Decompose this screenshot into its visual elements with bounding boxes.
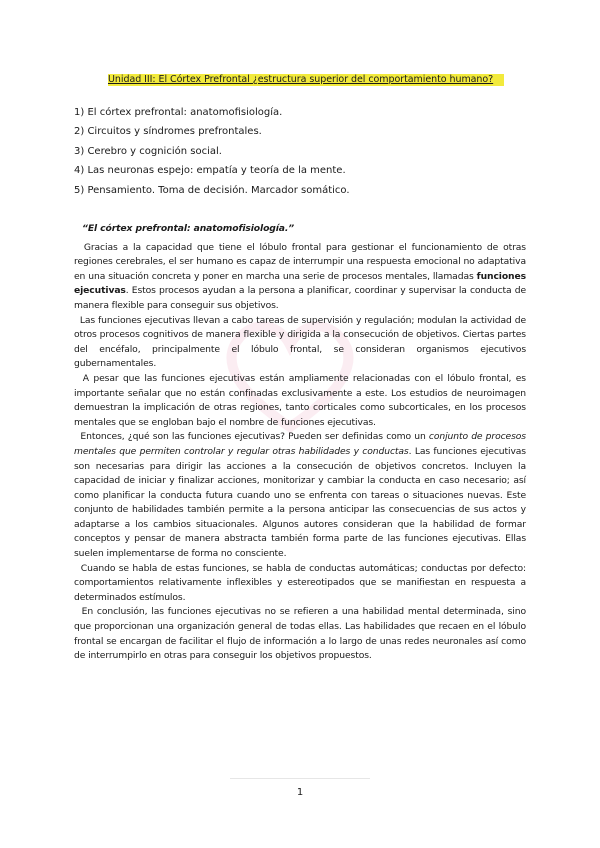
toc-item: 3) Cerebro y cognición social. [74, 145, 222, 157]
footer-divider [230, 778, 370, 779]
bold-term: funciones ejecutivas [74, 270, 526, 297]
paragraph-text: Entonces, ¿qué son las funciones ejecutivas? Pueden ser definidas como un [80, 431, 429, 443]
paragraph [74, 430, 526, 561]
document-title: Unidad III: El Córtex Prefrontal ¿estructura superior del comportamiento humano? [108, 74, 504, 86]
body-text [74, 222, 526, 664]
page-number: 1 [296, 787, 304, 798]
paragraph-text: Las funciones ejecutivas llevan a cabo tareas de supervisión y regulación; modulan la actividad de otros procesos cognitivos de manera flexible y dirigida a la consecución de objetivos. Ciertas partes del encéfalo, principalmente el lóbulo frontal, se consideran organismos ejecutivos gubernamentales. [74, 314, 526, 370]
paragraph [74, 314, 526, 372]
paragraph [74, 241, 526, 314]
section-heading: “El córtex prefrontal: anatomofisiología.” [82, 223, 295, 234]
paragraph [74, 562, 526, 606]
paragraph-text: Cuando se habla de estas funciones, se habla de conductas automáticas; conductas por defecto: comportamientos relativamente inflexibles y estereotipados que se manifiestan en respuesta a determinados estímulos. [74, 562, 526, 603]
italic-definition: conjunto de procesos mentales que permiten controlar y regular otras habilidades y conductas [74, 431, 526, 457]
toc-item: 2) Circuitos y síndromes prefrontales. [74, 126, 262, 138]
paragraph-text: Gracias a la capacidad que tiene el lóbulo frontal para gestionar el funcionamiento de otras regiones cerebrales, el ser humano es capaz de interrumpir una respuesta emocional no adaptativa en una situación concreta y poner en marcha una serie de procesos mentales, llamadas [74, 241, 526, 282]
paragraph-text: . Las funciones ejecutivas son necesarias para dirigir las acciones a la consecución de objetivos concretos. Incluyen la capacidad de iniciar y finalizar acciones, monitorizar y cambiar la conducta en caso necesario; así como planificar la conducta futura cuando uno se enfrenta con tareas o situaciones nuevas. Este conjunto de habilidades también permite a la persona anticipar las consecuencias de sus actos y adaptarse a los cambios situacionales. Algunos autores consideran que la habilidad de formar conceptos y pensar de manera abstracta también forma parte de las funciones ejecutivas. Ellas suelen implementarse de forma no consciente. [74, 445, 526, 560]
paragraph-text: A pesar que las funciones ejecutivas están ampliamente relacionadas con el lóbulo frontal, es importante señalar que no están confinadas exclusivamente a este. Los estudios de neuroimagen demuestran la implicación de otras regiones, tanto corticales como subcorticales, en los procesos mentales que se engloban bajo el nombre de funciones ejecutivas. [74, 372, 526, 428]
toc-item: 4) Las neuronas espejo: empatía y teoría de la mente. [74, 165, 346, 177]
paragraph [74, 372, 526, 430]
paragraph-text: . Estos procesos ayudan a la persona a planificar, coordinar y supervisar la conducta de manera flexible para conseguir sus objetivos. [74, 285, 526, 311]
toc-item: 5) Pensamiento. Toma de decisión. Marcador somático. [74, 184, 350, 196]
table-of-contents [74, 103, 350, 200]
toc-item: 1) El córtex prefrontal: anatomofisiología. [74, 107, 283, 118]
paragraph [74, 605, 526, 663]
paragraph-text: En conclusión, las funciones ejecutivas no se refieren a una habilidad mental determinada, sino que proporcionan una organización general de todas ellas. Las habilidades que recaen en el lóbulo frontal se encargan de facilitar el flujo de información a lo largo de unas redes neuronales así como de interrumpirlo en otras para conseguir los objetivos propuestos. [74, 606, 526, 662]
